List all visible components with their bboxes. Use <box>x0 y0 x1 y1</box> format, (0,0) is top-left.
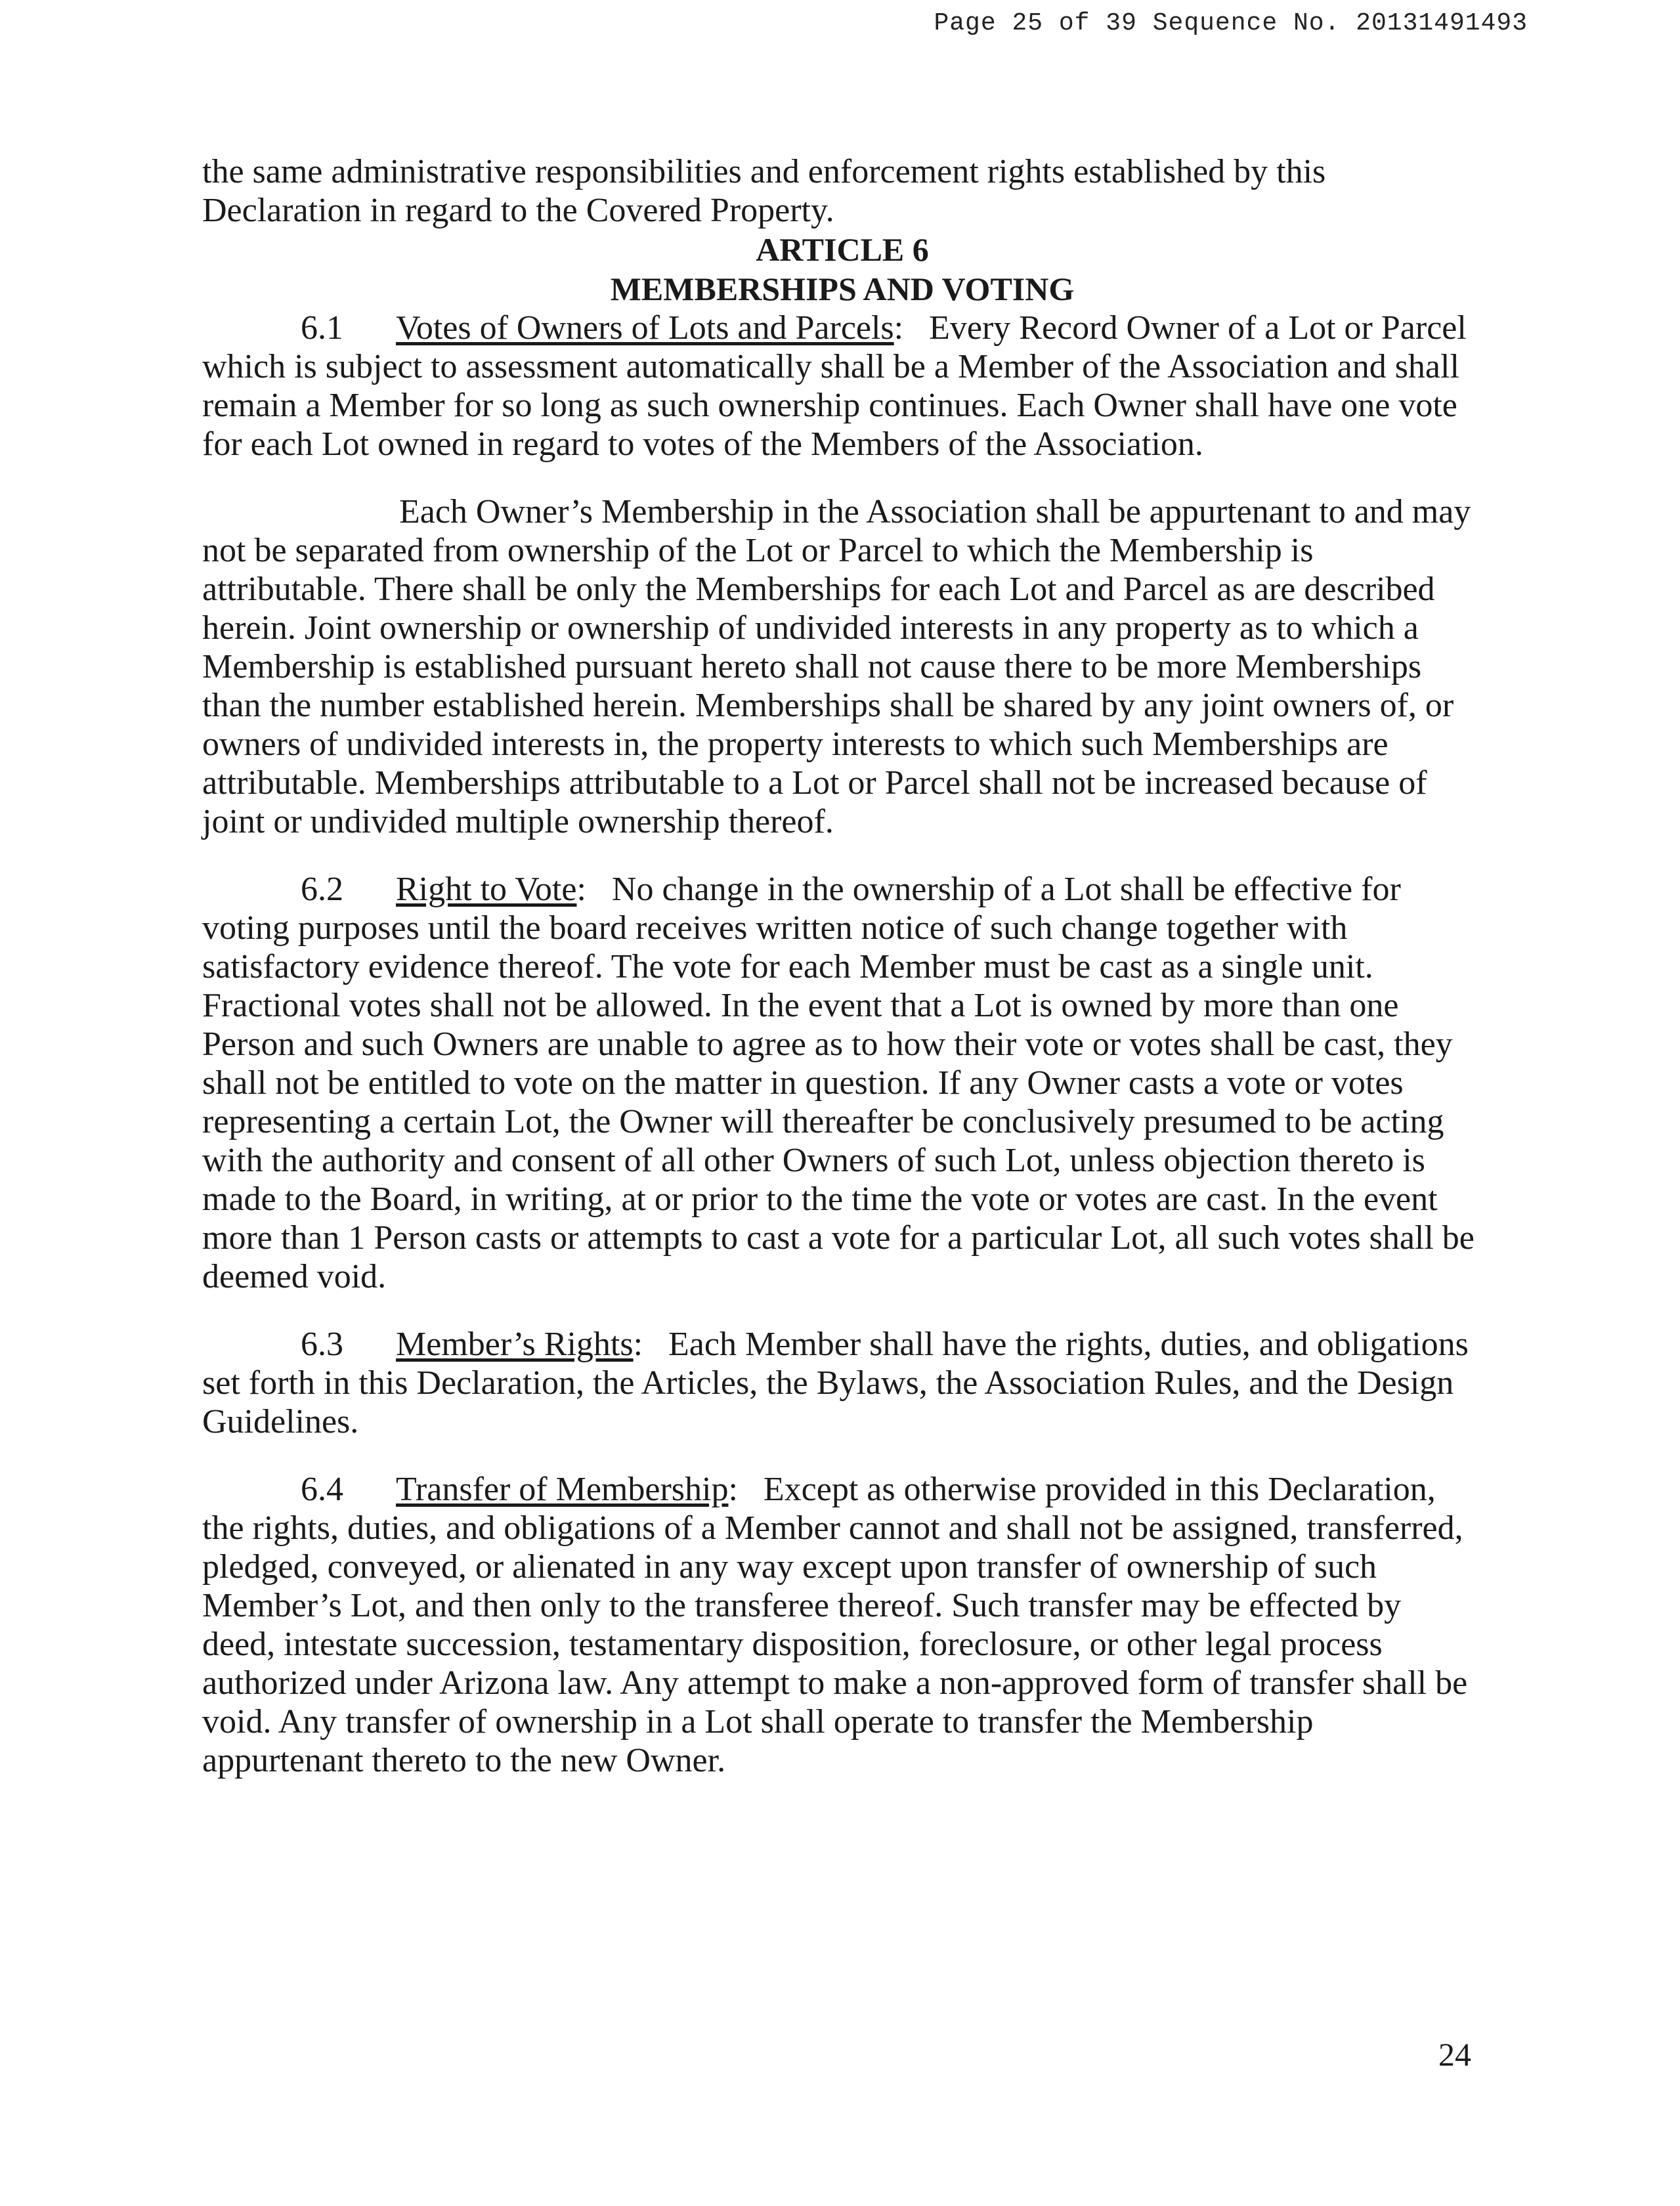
section-title-colon: : <box>576 871 612 908</box>
page-number: 24 <box>1438 2036 1471 2073</box>
section-6-1-membership-paragraph: Each Owner’s Membership in the Association shall be appurtenant to and may not be separated from ownership of the Lot or Parcel to which the Membership is attributable. There shall be only the Memberships for each Lot and Parcel as are described herein. Joint ownership or ownership of undivided interests in any property as to which a Membership is established pursuant hereto shall not cause there to be more Memberships than the number established herein. Memberships shall be shared by any joint owners of, or owners of undivided interests in, the property interests to which such Memberships are attributable. Memberships attributable to a Lot or Parcel shall not be increased because of joint or undivided multiple ownership thereof. <box>202 493 1471 840</box>
section-text: Each Member shall have the rights, duties, and obligations set forth in this Declaration, the Articles, the Bylaws, the Association Rules, and the Design Guidelines. <box>202 1326 1469 1440</box>
section-title-colon: : <box>728 1471 764 1508</box>
intro-paragraph: the same administrative responsibilities and enforcement rights established by this Declaration in regard to the Covered Property. <box>202 153 1326 229</box>
section-title: Right to Vote <box>396 871 577 908</box>
section-6-3 <box>202 1325 1482 1441</box>
document-body <box>202 152 1482 1780</box>
article-number: ARTICLE 6 <box>756 231 929 268</box>
section-number: 6.3 <box>301 1326 343 1363</box>
section-text: No change in the ownership of a Lot shall be effective for voting purposes until the board receives written notice of such change together with satisfactory evidence thereof. The vote for each Member must be cast as a single unit. Fractional votes shall not be allowed. In the event that a Lot is owned by more than one Person and such Owners are unable to agree as to how their vote or votes shall be cast, they shall not be entitled to vote on the matter in question. If any Owner casts a vote or votes representing a certain Lot, the Owner will thereafter be conclusively presumed to be acting with the authority and consent of all other Owners of such Lot, unless objection thereto is made to the Board, in writing, at or prior to the time the vote or votes are cast. In the event more than 1 Person casts or attempts to cast a vote for a particular Lot, all such votes shall be deemed void. <box>202 871 1475 1295</box>
section-title: Transfer of Membership <box>396 1471 729 1508</box>
section-6-2 <box>202 870 1482 1296</box>
section-title-colon: : <box>633 1326 669 1363</box>
section-number: 6.2 <box>301 871 343 908</box>
section-6-4 <box>202 1470 1482 1780</box>
page-sequence-stamp: Page 25 of 39 Sequence No. 20131491493 <box>934 9 1528 37</box>
section-title-colon: : <box>894 309 930 347</box>
section-6-1 <box>202 309 1482 464</box>
section-number: 6.1 <box>301 309 343 347</box>
section-text: Every Record Owner of a Lot or Parcel which is subject to assessment automatically shall be a Member of the Association and shall remain a Member for so long as such ownership continues. Each Owner shall have one vote for each Lot owned in regard to votes of the Members of the Association. <box>202 309 1467 463</box>
section-number: 6.4 <box>301 1471 343 1508</box>
section-title: Member’s Rights <box>396 1326 634 1363</box>
article-title: MEMBERSHIPS AND VOTING <box>610 270 1075 307</box>
section-text: Except as otherwise provided in this Declaration, the rights, duties, and obligations of a Member cannot and shall not be assigned, transferred, pledged, conveyed, or alienated in any way except upon transfer of ownership of such Member’s Lot, and then only to the transferee thereof. Such transfer may be effected by deed, intestate succession, testamentary disposition, foreclosure, or other legal process authorized under Arizona law. Any attempt to make a non-approved form of transfer shall be void. Any transfer of ownership in a Lot shall operate to transfer the Membership appurtenant thereto to the new Owner. <box>202 1471 1468 1779</box>
section-title: Votes of Owners of Lots and Parcels <box>396 309 894 347</box>
